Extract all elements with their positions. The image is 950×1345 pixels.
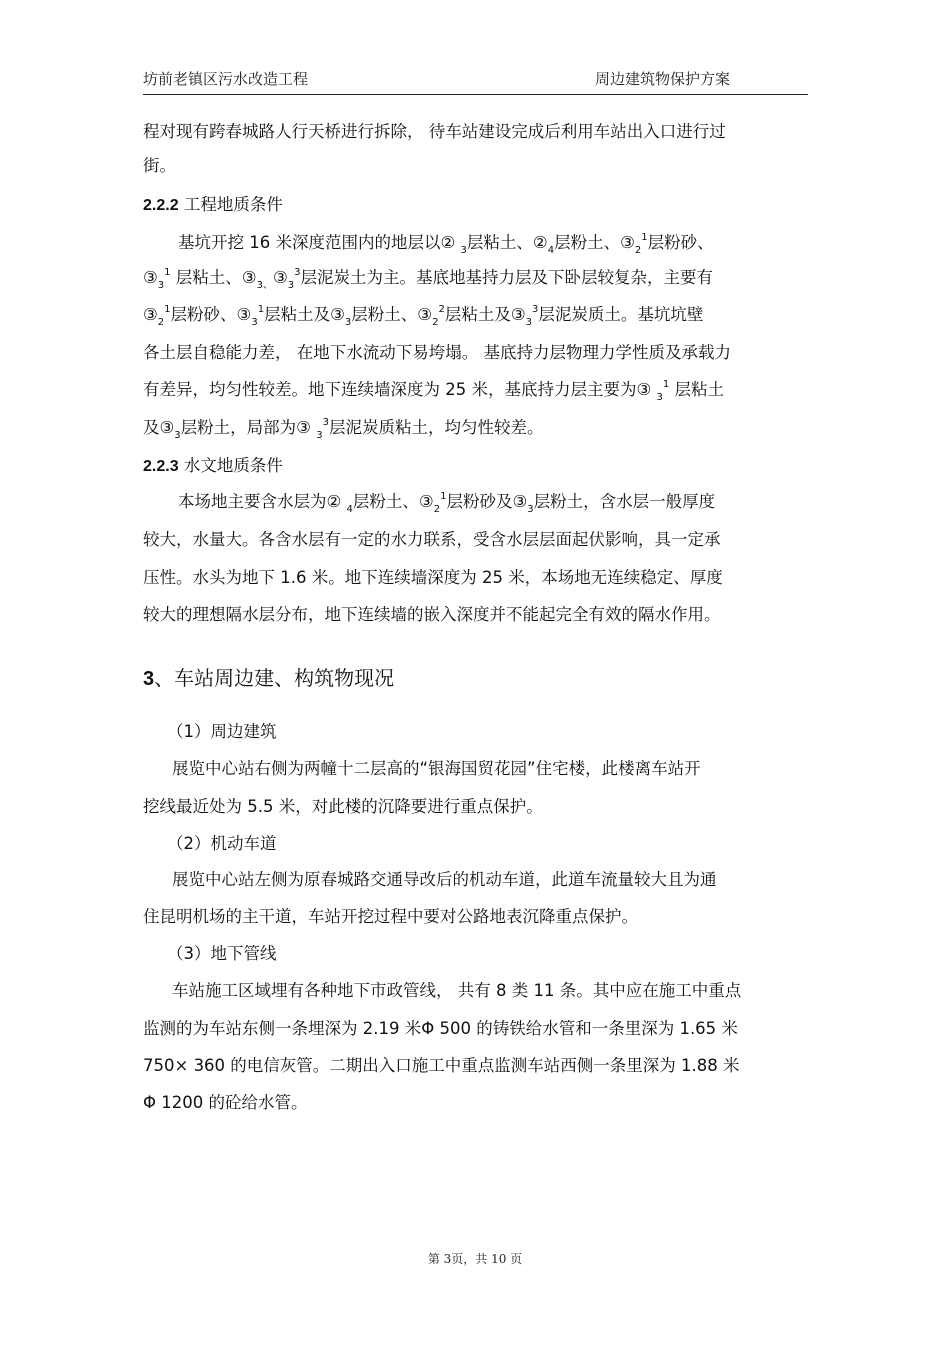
section-222-line-2: [143, 266, 713, 293]
text-run: 层粘土: [669, 380, 725, 399]
sub3-line-2: 监测的为车站东侧一条埋深为 2.19 米Φ 500 的铸铁给水管和一条里深为 1.65 米: [143, 1019, 738, 1038]
subscript: 3: [527, 504, 534, 515]
text-run: 层粘土及③: [444, 305, 526, 324]
header-rule: [143, 94, 808, 95]
sub1-line-2: 挖线最近处为 5.5 米，对此楼的沉降要进行重点保护。: [143, 797, 543, 816]
section-222-heading: [143, 193, 283, 218]
superscript: 1: [164, 304, 171, 315]
subscript: 3: [287, 280, 295, 291]
text-run: 层粉砂、③: [170, 305, 252, 324]
sub3-line-1: 车站施工区域埋有各种地下市政管线， 共有 8 类 11 条。其中应在施工中重点: [172, 981, 742, 1000]
header-document-title: 周边建筑物保护方案: [594, 70, 730, 88]
text-run: 层粉土，含水层一般厚度: [533, 492, 716, 511]
section-223-line-2: 较大，水量大。各含水层有一定的水力联系，受含水层层面起伏影响，具一定承: [143, 530, 721, 549]
superscript: 3: [531, 304, 539, 315]
section-3-heading: [143, 664, 394, 693]
section-223-heading: [143, 454, 283, 479]
subscript: 4: [547, 245, 555, 256]
text-run: 层粉土、③: [351, 305, 433, 324]
section-222-title: 工程地质条件: [178, 195, 283, 214]
subscript: 3: [316, 430, 323, 441]
superscript: 3: [294, 267, 301, 278]
superscript: 1: [641, 232, 648, 243]
text-run: 层粘土及③: [264, 305, 345, 324]
sub3-line-4: Φ 1200 的砼给水管。: [143, 1093, 308, 1112]
superscript: 2: [438, 304, 445, 315]
section-223-line-4: 较大的理想隔水层分布，地下连续墙的嵌入深度并不能起完全有效的隔水作用。: [143, 605, 721, 624]
subscript: 3: [460, 245, 467, 256]
sub1-title: （1）周边建筑: [167, 722, 277, 741]
text-run: 本场地主要含水层为②: [178, 492, 347, 511]
text-run: 层泥炭质粘土，均匀性较差。: [328, 418, 544, 437]
intro-line-2: 街。: [143, 156, 176, 175]
sub2-line-2: 住昆明机场的主干道，车站开挖过程中要对公路地表沉降重点保护。: [143, 907, 638, 926]
text-run: ③: [272, 268, 288, 287]
text-run: 基坑开挖 16 米深度范围内的地层以②: [178, 233, 461, 252]
page-header: [143, 68, 808, 92]
text-run: ③: [143, 305, 158, 324]
text-run: 层粉土，局部为③: [180, 418, 317, 437]
subscript: 4: [346, 504, 353, 515]
text-run: 层泥炭土为主。基底地基持力层及下卧层较复杂，主要有: [300, 268, 714, 287]
text-run: 层泥炭质土。基坑坑壁: [538, 305, 704, 324]
text-run: 层粘土、③: [170, 268, 257, 287]
subscript: 3: [525, 317, 532, 328]
subscript: 3: [174, 430, 181, 441]
text-run: 层粉砂、: [647, 233, 714, 252]
sub3-line-3: 750× 360 的电信灰管。二期出入口施工中重点监测车站西侧一条里深为 1.88 米: [143, 1056, 740, 1075]
page-footer: 第 3页，共 10 页: [427, 1252, 523, 1266]
subscript: 3: [157, 280, 165, 291]
subscript: 3、: [256, 280, 273, 291]
section-223-number: 2.2.3: [143, 458, 179, 475]
subscript: 3: [251, 317, 258, 328]
sub1-line-1: 展览中心站右侧为两幢十二层高的“银海国贸花园”住宅楼，此楼离车站开: [172, 759, 701, 778]
section-223-line-3: 压性。水头为地下 1.6 米。地下连续墙深度为 25 米，本场地无连续稳定、厚度: [143, 568, 723, 587]
section-3-number: 3: [143, 668, 155, 690]
text-run: 层粉土、③: [554, 233, 635, 252]
superscript: 3: [322, 417, 329, 428]
section-222-line-3: [143, 303, 703, 330]
sub3-title: （3）地下管线: [167, 944, 277, 963]
subscript: 2: [433, 504, 441, 515]
subscript: 3: [344, 317, 352, 328]
superscript: 1: [257, 304, 265, 315]
sub2-line-1: 展览中心站左侧为原春城路交通导改后的机动车道，此道车流量较大且为通: [172, 870, 717, 889]
section-222-number: 2.2.2: [143, 197, 179, 214]
superscript: 1: [440, 491, 447, 502]
subscript: 2: [634, 245, 642, 256]
text-run: 层粉砂及③: [446, 492, 528, 511]
sub2-title: （2）机动车道: [167, 834, 277, 853]
section-222-line-5: [143, 378, 724, 405]
header-project-title: 坊前老镇区污水改造工程: [143, 70, 309, 88]
subscript: 3: [656, 392, 663, 403]
subscript: 2: [432, 317, 439, 328]
subscript: 2: [157, 317, 165, 328]
section-222-line-4: 各土层自稳能力差， 在地下水流动下易垮塌。 基底持力层物理力学性质及承载力: [143, 343, 731, 362]
text-run: 及③: [143, 418, 175, 437]
section-223-line-1: [178, 490, 715, 517]
superscript: 1: [164, 267, 171, 278]
intro-line-1: 程对现有跨春城路人行天桥进行拆除， 待车站建设完成后利用车站出入口进行过: [143, 122, 726, 141]
section-223-title: 水文地质条件: [178, 456, 283, 475]
text-run: 层粘土、②: [466, 233, 548, 252]
superscript: 1: [662, 379, 670, 390]
section-222-line-6: [143, 416, 543, 443]
section-222-line-1: [178, 231, 714, 258]
text-run: ③: [143, 268, 158, 287]
section-3-title: 、车站周边建、构筑物现况: [154, 666, 395, 690]
text-run: 有差异，均匀性较差。地下连续墙深度为 25 米，基底持力层主要为③: [143, 380, 657, 399]
text-run: 层粉土、③: [352, 492, 434, 511]
